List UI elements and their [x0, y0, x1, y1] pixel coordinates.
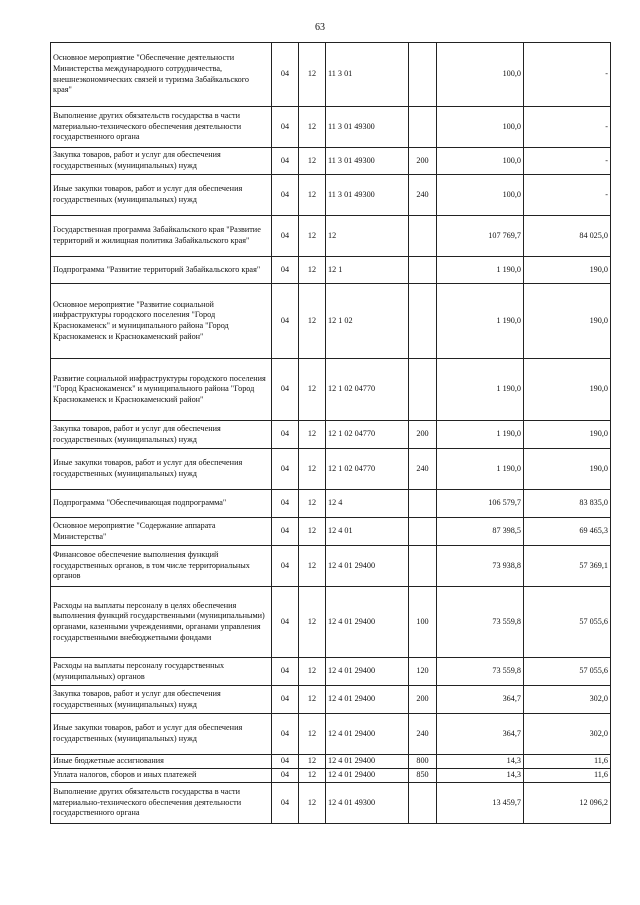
- row-sum-2: 84 025,0: [524, 216, 611, 257]
- row-csr: 12 1 02 04770: [326, 449, 409, 490]
- row-rz: 04: [272, 107, 299, 148]
- row-vr: 240: [409, 449, 437, 490]
- row-rz: 04: [272, 175, 299, 216]
- row-sum-1: 1 190,0: [437, 449, 524, 490]
- row-sum-1: 1 190,0: [437, 257, 524, 284]
- row-csr: 11 3 01 49300: [326, 148, 409, 175]
- row-csr: 12 4 01 29400: [326, 755, 409, 769]
- row-sum-1: 107 769,7: [437, 216, 524, 257]
- row-csr: 11 3 01 49300: [326, 175, 409, 216]
- row-csr: 12 4 01 29400: [326, 686, 409, 714]
- row-name: Финансовое обеспечение выполнения функций государственных органов, в том числе территориальных органов: [51, 546, 272, 587]
- table-row: [51, 257, 611, 284]
- row-vr: [409, 43, 437, 107]
- row-sum-2: 69 465,3: [524, 518, 611, 546]
- row-rz: 04: [272, 755, 299, 769]
- row-rz: 04: [272, 783, 299, 824]
- row-name: Иные закупки товаров, работ и услуг для обеспечения государственных (муниципальных) нужд: [51, 175, 272, 216]
- row-pr: 12: [299, 284, 326, 359]
- table-row: [51, 421, 611, 449]
- row-rz: 04: [272, 518, 299, 546]
- row-vr: [409, 107, 437, 148]
- row-vr: 240: [409, 175, 437, 216]
- row-sum-1: 73 559,8: [437, 658, 524, 686]
- row-csr: 11 3 01 49300: [326, 107, 409, 148]
- row-vr: 800: [409, 755, 437, 769]
- row-name: Основное мероприятие "Обеспечение деятельности Министерства международного сотрудничества, внешнеэкономических связей и туризма Забайкальского края": [51, 43, 272, 107]
- row-pr: 12: [299, 769, 326, 783]
- row-name: Уплата налогов, сборов и иных платежей: [51, 769, 272, 783]
- row-sum-2: 11,6: [524, 755, 611, 769]
- page-number: 63: [315, 22, 325, 33]
- row-vr: 120: [409, 658, 437, 686]
- budget-table: [50, 42, 611, 824]
- row-name: Подпрограмма "Развитие территорий Забайкальского края": [51, 257, 272, 284]
- row-sum-2: 190,0: [524, 284, 611, 359]
- row-rz: 04: [272, 546, 299, 587]
- row-sum-2: -: [524, 107, 611, 148]
- row-pr: 12: [299, 449, 326, 490]
- table-row: [51, 148, 611, 175]
- row-sum-1: 73 559,8: [437, 587, 524, 658]
- row-name: Основное мероприятие "Содержание аппарата Министерства": [51, 518, 272, 546]
- row-pr: 12: [299, 587, 326, 658]
- row-csr: 12 4 01 29400: [326, 658, 409, 686]
- row-name: Выполнение других обязательств государства в части материально-технического обеспечения деятельности государственного органа: [51, 783, 272, 824]
- table-row: [51, 783, 611, 824]
- row-pr: 12: [299, 257, 326, 284]
- row-sum-1: 14,3: [437, 769, 524, 783]
- row-sum-2: 57 369,1: [524, 546, 611, 587]
- row-csr: 12 4 01 29400: [326, 769, 409, 783]
- row-sum-2: 57 055,6: [524, 587, 611, 658]
- row-sum-2: -: [524, 175, 611, 216]
- table-row: [51, 359, 611, 421]
- table-row: [51, 546, 611, 587]
- row-sum-2: -: [524, 43, 611, 107]
- row-vr: 100: [409, 587, 437, 658]
- row-name: Государственная программа Забайкальского края "Развитие территорий и жилищная политика Забайкальского края": [51, 216, 272, 257]
- row-sum-1: 87 398,5: [437, 518, 524, 546]
- row-pr: 12: [299, 359, 326, 421]
- row-rz: 04: [272, 490, 299, 518]
- row-sum-2: 11,6: [524, 769, 611, 783]
- row-sum-1: 364,7: [437, 714, 524, 755]
- row-name: Иные закупки товаров, работ и услуг для обеспечения государственных (муниципальных) нужд: [51, 449, 272, 490]
- row-name: Иные бюджетные ассигнования: [51, 755, 272, 769]
- row-csr: 12 1: [326, 257, 409, 284]
- row-sum-1: 106 579,7: [437, 490, 524, 518]
- row-pr: 12: [299, 686, 326, 714]
- row-sum-1: 100,0: [437, 107, 524, 148]
- row-csr: 12: [326, 216, 409, 257]
- row-sum-1: 1 190,0: [437, 359, 524, 421]
- table-row: [51, 587, 611, 658]
- row-name: Закупка товаров, работ и услуг для обеспечения государственных (муниципальных) нужд: [51, 148, 272, 175]
- row-rz: 04: [272, 769, 299, 783]
- row-sum-1: 1 190,0: [437, 284, 524, 359]
- row-pr: 12: [299, 148, 326, 175]
- table-row: [51, 175, 611, 216]
- row-sum-1: 1 190,0: [437, 421, 524, 449]
- row-sum-1: 13 459,7: [437, 783, 524, 824]
- row-sum-1: 100,0: [437, 43, 524, 107]
- row-pr: 12: [299, 216, 326, 257]
- row-name: Закупка товаров, работ и услуг для обеспечения государственных (муниципальных) нужд: [51, 421, 272, 449]
- row-name: Расходы на выплаты персоналу государственных (муниципальных) органов: [51, 658, 272, 686]
- row-rz: 04: [272, 148, 299, 175]
- row-csr: 12 4 01 49300: [326, 783, 409, 824]
- table-row: [51, 769, 611, 783]
- row-sum-1: 364,7: [437, 686, 524, 714]
- row-vr: [409, 546, 437, 587]
- table-row: [51, 686, 611, 714]
- row-sum-2: 12 096,2: [524, 783, 611, 824]
- row-csr: 12 1 02: [326, 284, 409, 359]
- row-pr: 12: [299, 490, 326, 518]
- row-rz: 04: [272, 449, 299, 490]
- row-vr: [409, 490, 437, 518]
- row-pr: 12: [299, 658, 326, 686]
- row-sum-2: 190,0: [524, 359, 611, 421]
- row-name: Закупка товаров, работ и услуг для обеспечения государственных (муниципальных) нужд: [51, 686, 272, 714]
- row-sum-2: -: [524, 148, 611, 175]
- row-sum-2: 57 055,6: [524, 658, 611, 686]
- row-name: Развитие социальной инфраструктуры городского поселения "Город Краснокаменск" и муниципального района "Город Краснокаменск и Краснокаменский район": [51, 359, 272, 421]
- row-sum-2: 302,0: [524, 686, 611, 714]
- row-vr: [409, 783, 437, 824]
- row-rz: 04: [272, 714, 299, 755]
- table-row: [51, 714, 611, 755]
- row-pr: 12: [299, 107, 326, 148]
- row-vr: [409, 257, 437, 284]
- table-row: [51, 107, 611, 148]
- row-vr: 240: [409, 714, 437, 755]
- row-pr: 12: [299, 714, 326, 755]
- row-csr: 12 4 01 29400: [326, 714, 409, 755]
- row-sum-1: 14,3: [437, 755, 524, 769]
- row-vr: [409, 284, 437, 359]
- row-csr: 12 1 02 04770: [326, 359, 409, 421]
- row-vr: [409, 216, 437, 257]
- row-name: Подпрограмма "Обеспечивающая подпрограмма": [51, 490, 272, 518]
- row-pr: 12: [299, 43, 326, 107]
- row-pr: 12: [299, 518, 326, 546]
- row-vr: 200: [409, 686, 437, 714]
- row-sum-1: 100,0: [437, 175, 524, 216]
- row-pr: 12: [299, 175, 326, 216]
- row-sum-2: 190,0: [524, 257, 611, 284]
- row-sum-2: 83 835,0: [524, 490, 611, 518]
- row-sum-1: 100,0: [437, 148, 524, 175]
- row-vr: [409, 518, 437, 546]
- table-row: [51, 490, 611, 518]
- table-row: [51, 284, 611, 359]
- row-csr: 12 1 02 04770: [326, 421, 409, 449]
- row-rz: 04: [272, 658, 299, 686]
- row-name: Расходы на выплаты персоналу в целях обеспечения выполнения функций государственными (муниципальными) органами, казенными учреждениями, органами управления государственными внебюджетными фондами: [51, 587, 272, 658]
- row-csr: 12 4 01 29400: [326, 587, 409, 658]
- row-vr: 850: [409, 769, 437, 783]
- table-row: [51, 216, 611, 257]
- table-row: [51, 755, 611, 769]
- row-sum-2: 190,0: [524, 421, 611, 449]
- row-sum-2: 190,0: [524, 449, 611, 490]
- row-csr: 12 4 01 29400: [326, 546, 409, 587]
- row-name: Выполнение других обязательств государства в части материально-технического обеспечения деятельности государственного органа: [51, 107, 272, 148]
- table-row: [51, 449, 611, 490]
- row-rz: 04: [272, 284, 299, 359]
- row-rz: 04: [272, 257, 299, 284]
- row-pr: 12: [299, 546, 326, 587]
- row-rz: 04: [272, 587, 299, 658]
- row-csr: 12 4: [326, 490, 409, 518]
- table-row: [51, 658, 611, 686]
- row-csr: 12 4 01: [326, 518, 409, 546]
- row-pr: 12: [299, 421, 326, 449]
- row-sum-2: 302,0: [524, 714, 611, 755]
- row-name: Иные закупки товаров, работ и услуг для обеспечения государственных (муниципальных) нужд: [51, 714, 272, 755]
- row-vr: 200: [409, 421, 437, 449]
- row-rz: 04: [272, 43, 299, 107]
- row-vr: 200: [409, 148, 437, 175]
- row-rz: 04: [272, 421, 299, 449]
- row-name: Основное мероприятие "Развитие социальной инфраструктуры городского поселения "Город Краснокаменск" и муниципального района "Город Краснокаменск и Краснокаменский район": [51, 284, 272, 359]
- row-rz: 04: [272, 359, 299, 421]
- row-csr: 11 3 01: [326, 43, 409, 107]
- row-pr: 12: [299, 783, 326, 824]
- row-vr: [409, 359, 437, 421]
- row-pr: 12: [299, 755, 326, 769]
- row-rz: 04: [272, 686, 299, 714]
- table-row: [51, 518, 611, 546]
- row-rz: 04: [272, 216, 299, 257]
- table-body: [51, 43, 611, 824]
- row-sum-1: 73 938,8: [437, 546, 524, 587]
- table-row: [51, 43, 611, 107]
